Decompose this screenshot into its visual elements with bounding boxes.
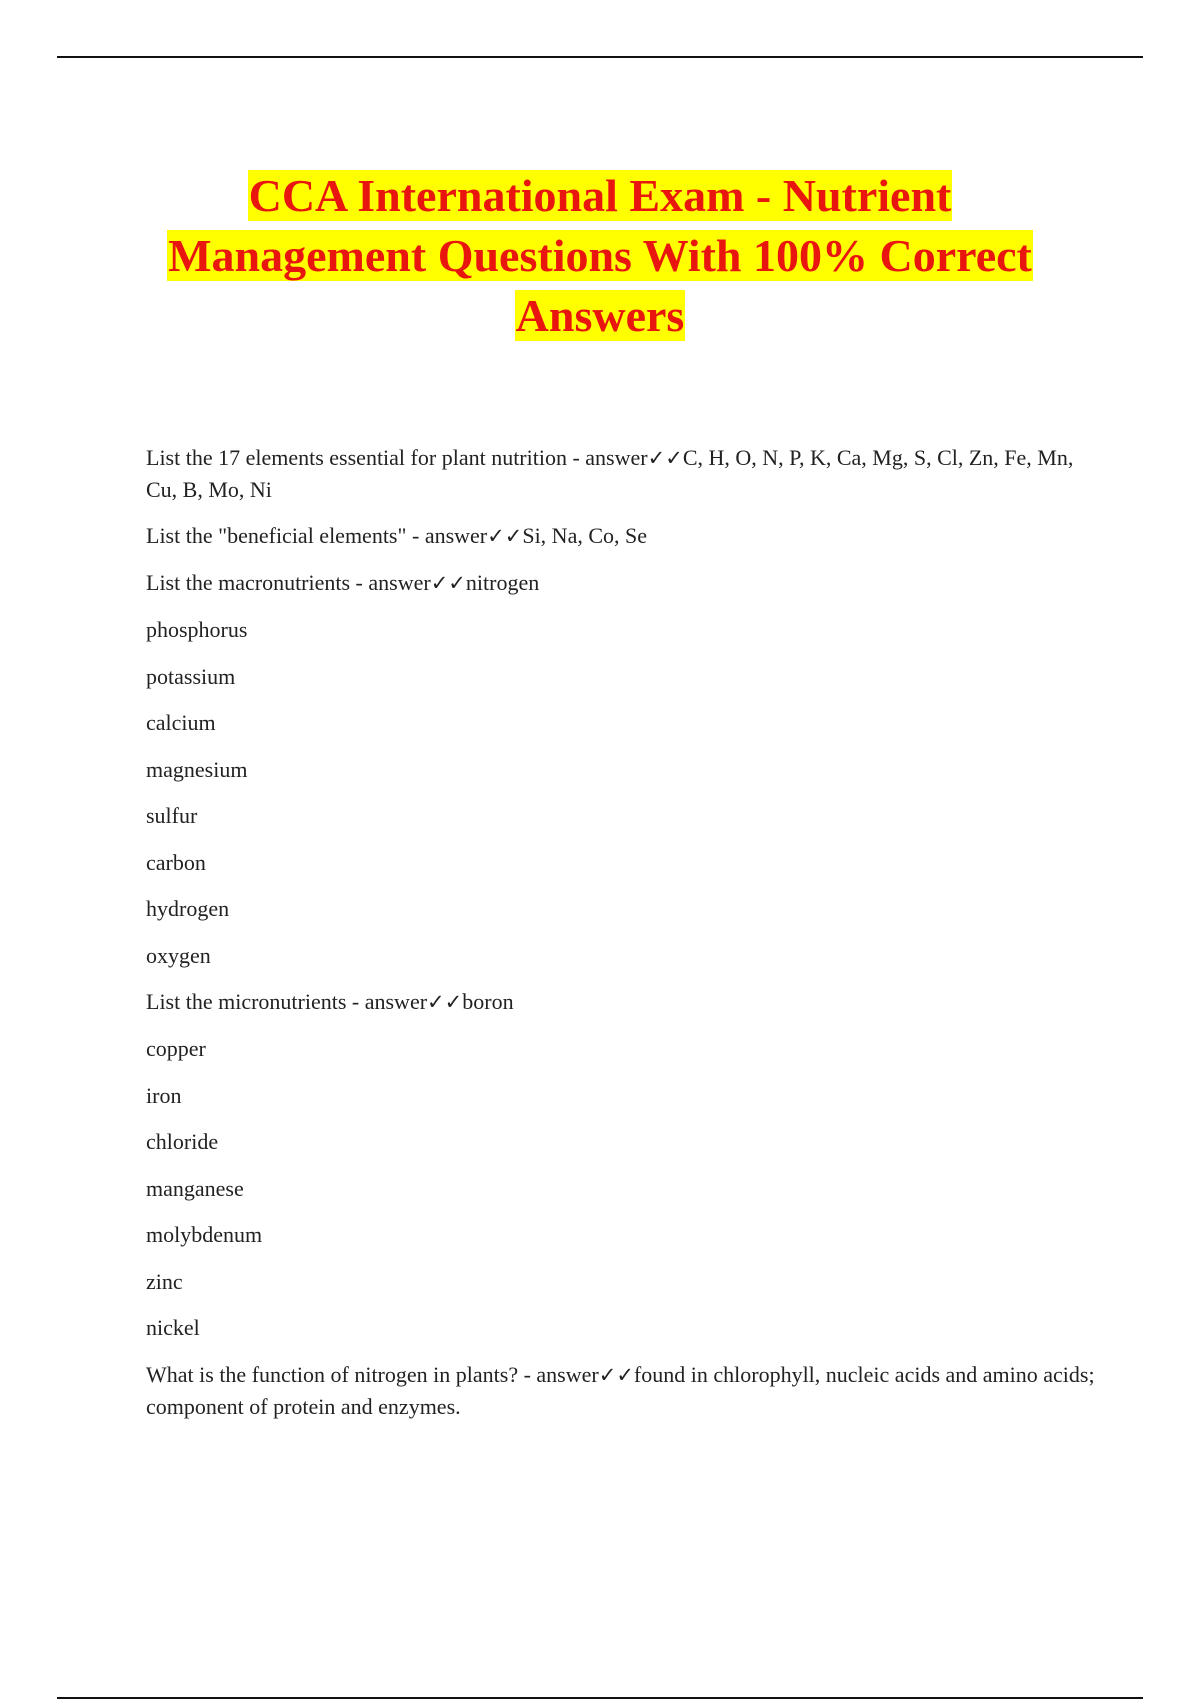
answer-label: answer — [368, 570, 431, 595]
qa-block — [146, 1359, 1096, 1422]
qa-block — [146, 986, 1096, 1018]
answer-label: answer — [424, 523, 488, 548]
question-text: List the "beneficial elements" - — [146, 523, 425, 548]
answer-text: C, H, O, N, P, K, Ca, Mg, S, Cl, Zn, Fe, Mn, Cu, B, Mo, Ni — [146, 445, 1074, 502]
answer-label: answer — [585, 445, 648, 470]
list-item: magnesium — [146, 756, 248, 782]
answer-label: answer — [536, 1361, 599, 1387]
title-line-3: Answers — [515, 290, 685, 341]
answer-text: nitrogen — [465, 570, 540, 595]
list-item: manganese — [146, 1175, 244, 1201]
question-text: List the micronutrients - — [146, 989, 365, 1014]
list-item: phosphorus — [146, 617, 248, 642]
list-item: zinc — [146, 1268, 183, 1294]
list-item: oxygen — [146, 942, 211, 968]
qa-block — [146, 442, 1096, 505]
qa-content — [146, 442, 1096, 1437]
answer-label: answer — [364, 989, 428, 1014]
qa-block — [146, 520, 1096, 552]
qa-block — [146, 567, 1096, 599]
answer-text: boron — [462, 989, 514, 1014]
list-item: copper — [146, 1036, 206, 1061]
list-item: molybdenum — [146, 1222, 263, 1247]
list-item: sulfur — [146, 803, 198, 828]
list-item: iron — [146, 1082, 182, 1108]
title-line-2: Management Questions With 100% Correct — [168, 230, 1032, 281]
title-line-1: CCA International Exam - Nutrient — [248, 170, 952, 221]
list-item: potassium — [146, 663, 236, 689]
checkmark-icon: ✓✓ — [487, 524, 523, 548]
answer-text: Si, Na, Co, Se — [522, 523, 648, 548]
answer-text: found in chlorophyll, nucleic acids and amino acids; component of protein and enzymes. — [146, 1361, 1095, 1419]
checkmark-icon: ✓✓ — [598, 1362, 634, 1387]
question-text: What is the function of nitrogen in plants? - — [146, 1361, 537, 1387]
list-item: carbon — [146, 849, 206, 875]
list-item: calcium — [146, 710, 216, 735]
checkmark-icon: ✓✓ — [427, 990, 463, 1014]
bottom-rule — [57, 1697, 1143, 1699]
question-text: List the macronutrients - — [146, 570, 369, 595]
document-title — [100, 166, 1100, 346]
list-item: hydrogen — [146, 896, 230, 921]
checkmark-icon: ✓✓ — [647, 446, 683, 470]
checkmark-icon: ✓✓ — [430, 571, 466, 595]
list-item: nickel — [146, 1315, 200, 1340]
question-text: List the 17 elements essential for plant nutrition - — [146, 445, 586, 470]
list-item: chloride — [146, 1129, 219, 1154]
top-rule — [57, 56, 1143, 58]
